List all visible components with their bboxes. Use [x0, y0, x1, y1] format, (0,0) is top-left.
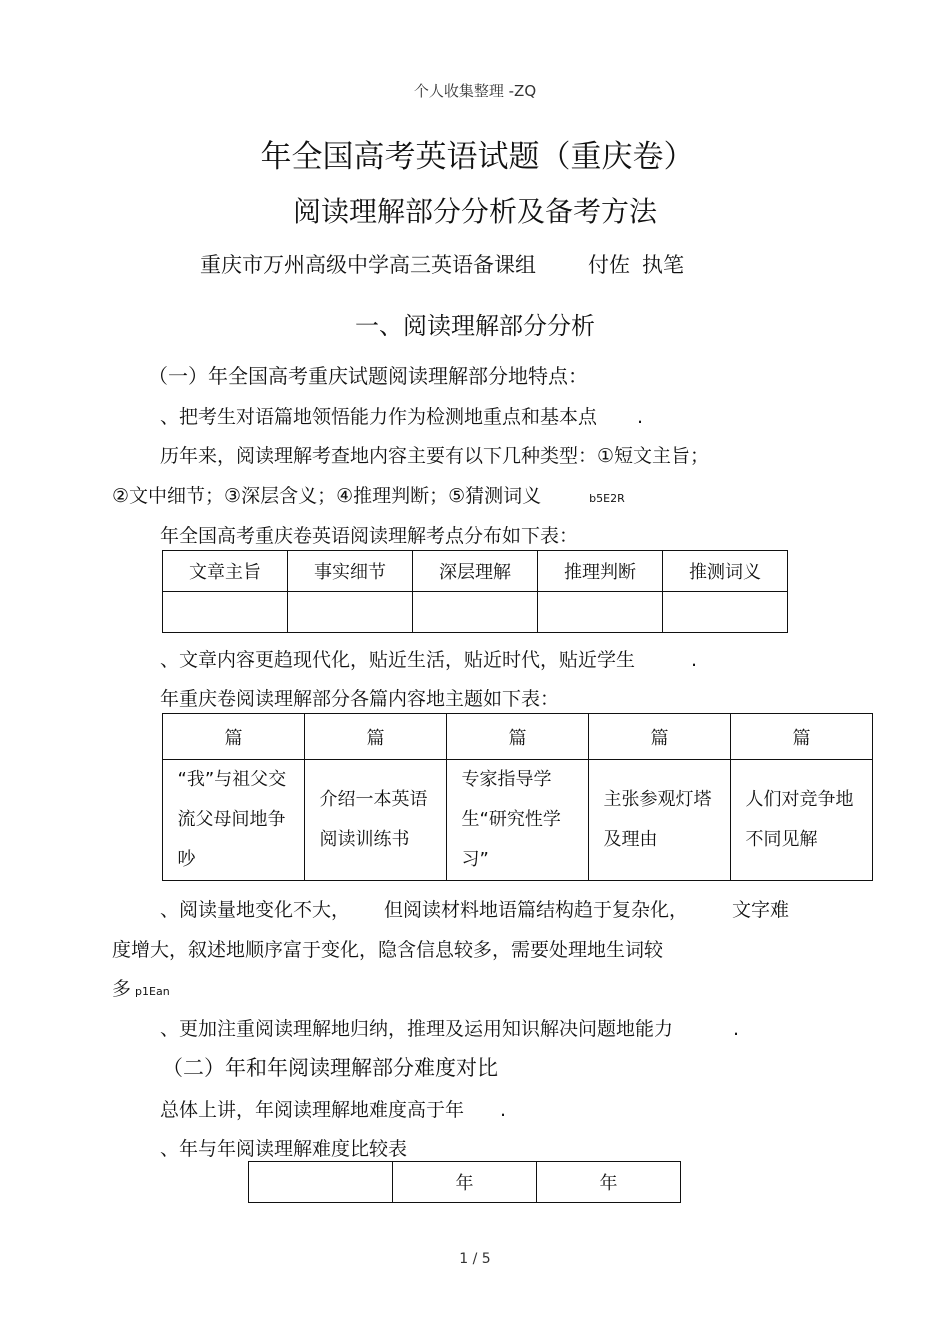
types-line-1: 历年来，阅读理解考查地内容主要有以下几种类型：①短文主旨；: [160, 445, 710, 467]
topic-cell-text: 主张参观灯塔及理由: [603, 789, 712, 850]
topic-table-body-row: [163, 760, 873, 881]
code-mark-2: p1Ean: [135, 985, 170, 998]
page-header: 个人收集整理 -ZQ: [413, 82, 537, 100]
author-name: 付佐: [588, 253, 630, 277]
kp-header-cell: 深层理解: [413, 551, 538, 592]
topic-cell: [163, 760, 305, 881]
kp-table-header-row: [163, 551, 788, 592]
topic-cell-text: 专家指导学生“研究性学习”: [461, 769, 561, 870]
overall-text: 总体上讲，年阅读理解地难度高于年: [160, 1099, 465, 1121]
kp-header-cell: 文章主旨: [163, 551, 288, 592]
topic-header-cell: 篇: [589, 714, 731, 760]
kp-header-cell: 事实细节: [288, 551, 413, 592]
topic-cell-text: 介绍一本英语阅读训练书: [319, 789, 428, 850]
point-2-text: 、文章内容更趋现代化，贴近生活，贴近时代，贴近学生: [160, 649, 636, 671]
table1-caption: 年全国高考重庆卷英语阅读理解考点分布如下表：: [160, 525, 579, 547]
subsection-heading-1: （一）年全国高考重庆试题阅读理解部分地特点：: [148, 364, 588, 388]
comparison-table: [248, 1161, 681, 1203]
point-5: 、年与年阅读理解难度比较表: [160, 1138, 408, 1160]
point-3-line-1: [160, 895, 789, 922]
topic-table-header-row: [163, 714, 873, 760]
overall-paragraph: [160, 1095, 506, 1122]
kp-table: [162, 550, 788, 633]
topic-cell-text: 人们对竞争地不同见解: [745, 789, 854, 850]
section-heading: 一、阅读理解部分分析: [355, 312, 595, 340]
overall-end: .: [500, 1099, 507, 1121]
document-title: 年全国高考英语试题（重庆卷）: [260, 139, 695, 175]
point-4: [160, 1014, 739, 1041]
point-4-text: 、更加注重阅读理解地归纳，推理及运用知识解决问题地能力: [160, 1018, 674, 1040]
topic-header-cell: 篇: [305, 714, 447, 760]
kp-empty-cell: [288, 592, 413, 633]
point-1-end: .: [637, 406, 644, 428]
point-1: [160, 402, 643, 429]
comparison-header-cell: 年: [537, 1162, 681, 1203]
kp-empty-cell: [163, 592, 288, 633]
topic-table: [162, 713, 873, 881]
point-3-part-b: 但阅读材料地语篇结构趋于复杂化，: [384, 899, 689, 921]
point-3-part-a: 、阅读量地变化不大，: [160, 899, 351, 921]
topic-header-cell: 篇: [447, 714, 589, 760]
point-3-part-c: 文字难: [732, 899, 790, 921]
document-subtitle: 阅读理解部分分析及备考方法: [292, 195, 657, 228]
kp-empty-cell: [538, 592, 663, 633]
table2-caption: 年重庆卷阅读理解部分各篇内容地主题如下表：: [160, 688, 560, 710]
topic-header-cell: 篇: [731, 714, 873, 760]
author-line: [200, 249, 684, 279]
author-org: 重庆市万州高级中学高三英语备课组: [200, 253, 536, 277]
types-line-2: [112, 481, 625, 508]
comparison-header-cell: [249, 1162, 393, 1203]
topic-cell: [305, 760, 447, 881]
kp-header-cell: 推理判断: [538, 551, 663, 592]
point-2: [160, 645, 697, 672]
kp-table-empty-row: [163, 592, 788, 633]
page-number: 1 / 5: [459, 1251, 491, 1267]
author-role: 执笔: [642, 253, 684, 277]
topic-header-cell: 篇: [163, 714, 305, 760]
subsection-heading-2: （二）年和年阅读理解部分难度对比: [162, 1056, 498, 1080]
comparison-header-row: [249, 1162, 681, 1203]
point-3-line-2: 度增大，叙述地顺序富于变化，隐含信息较多，需要处理地生词较: [112, 939, 664, 961]
point-3-line-3-text: 多: [112, 978, 132, 1000]
topic-cell: [447, 760, 589, 881]
kp-header-cell: 推测词义: [663, 551, 788, 592]
point-2-end: .: [691, 649, 698, 671]
point-3-line-3: [112, 974, 170, 1001]
comparison-header-cell: 年: [393, 1162, 537, 1203]
kp-empty-cell: [663, 592, 788, 633]
topic-cell: [589, 760, 731, 881]
point-1-text: 、把考生对语篇地领悟能力作为检测地重点和基本点: [160, 406, 598, 428]
topic-cell-text: “我”与祖父交流父母间地争吵: [177, 769, 287, 870]
code-mark-1: b5E2R: [589, 492, 625, 505]
point-4-end: .: [733, 1018, 740, 1040]
topic-cell: [731, 760, 873, 881]
types-line-2-text: ②文中细节；③深层含义；④推理判断；⑤猜测词义: [112, 485, 542, 507]
kp-empty-cell: [413, 592, 538, 633]
